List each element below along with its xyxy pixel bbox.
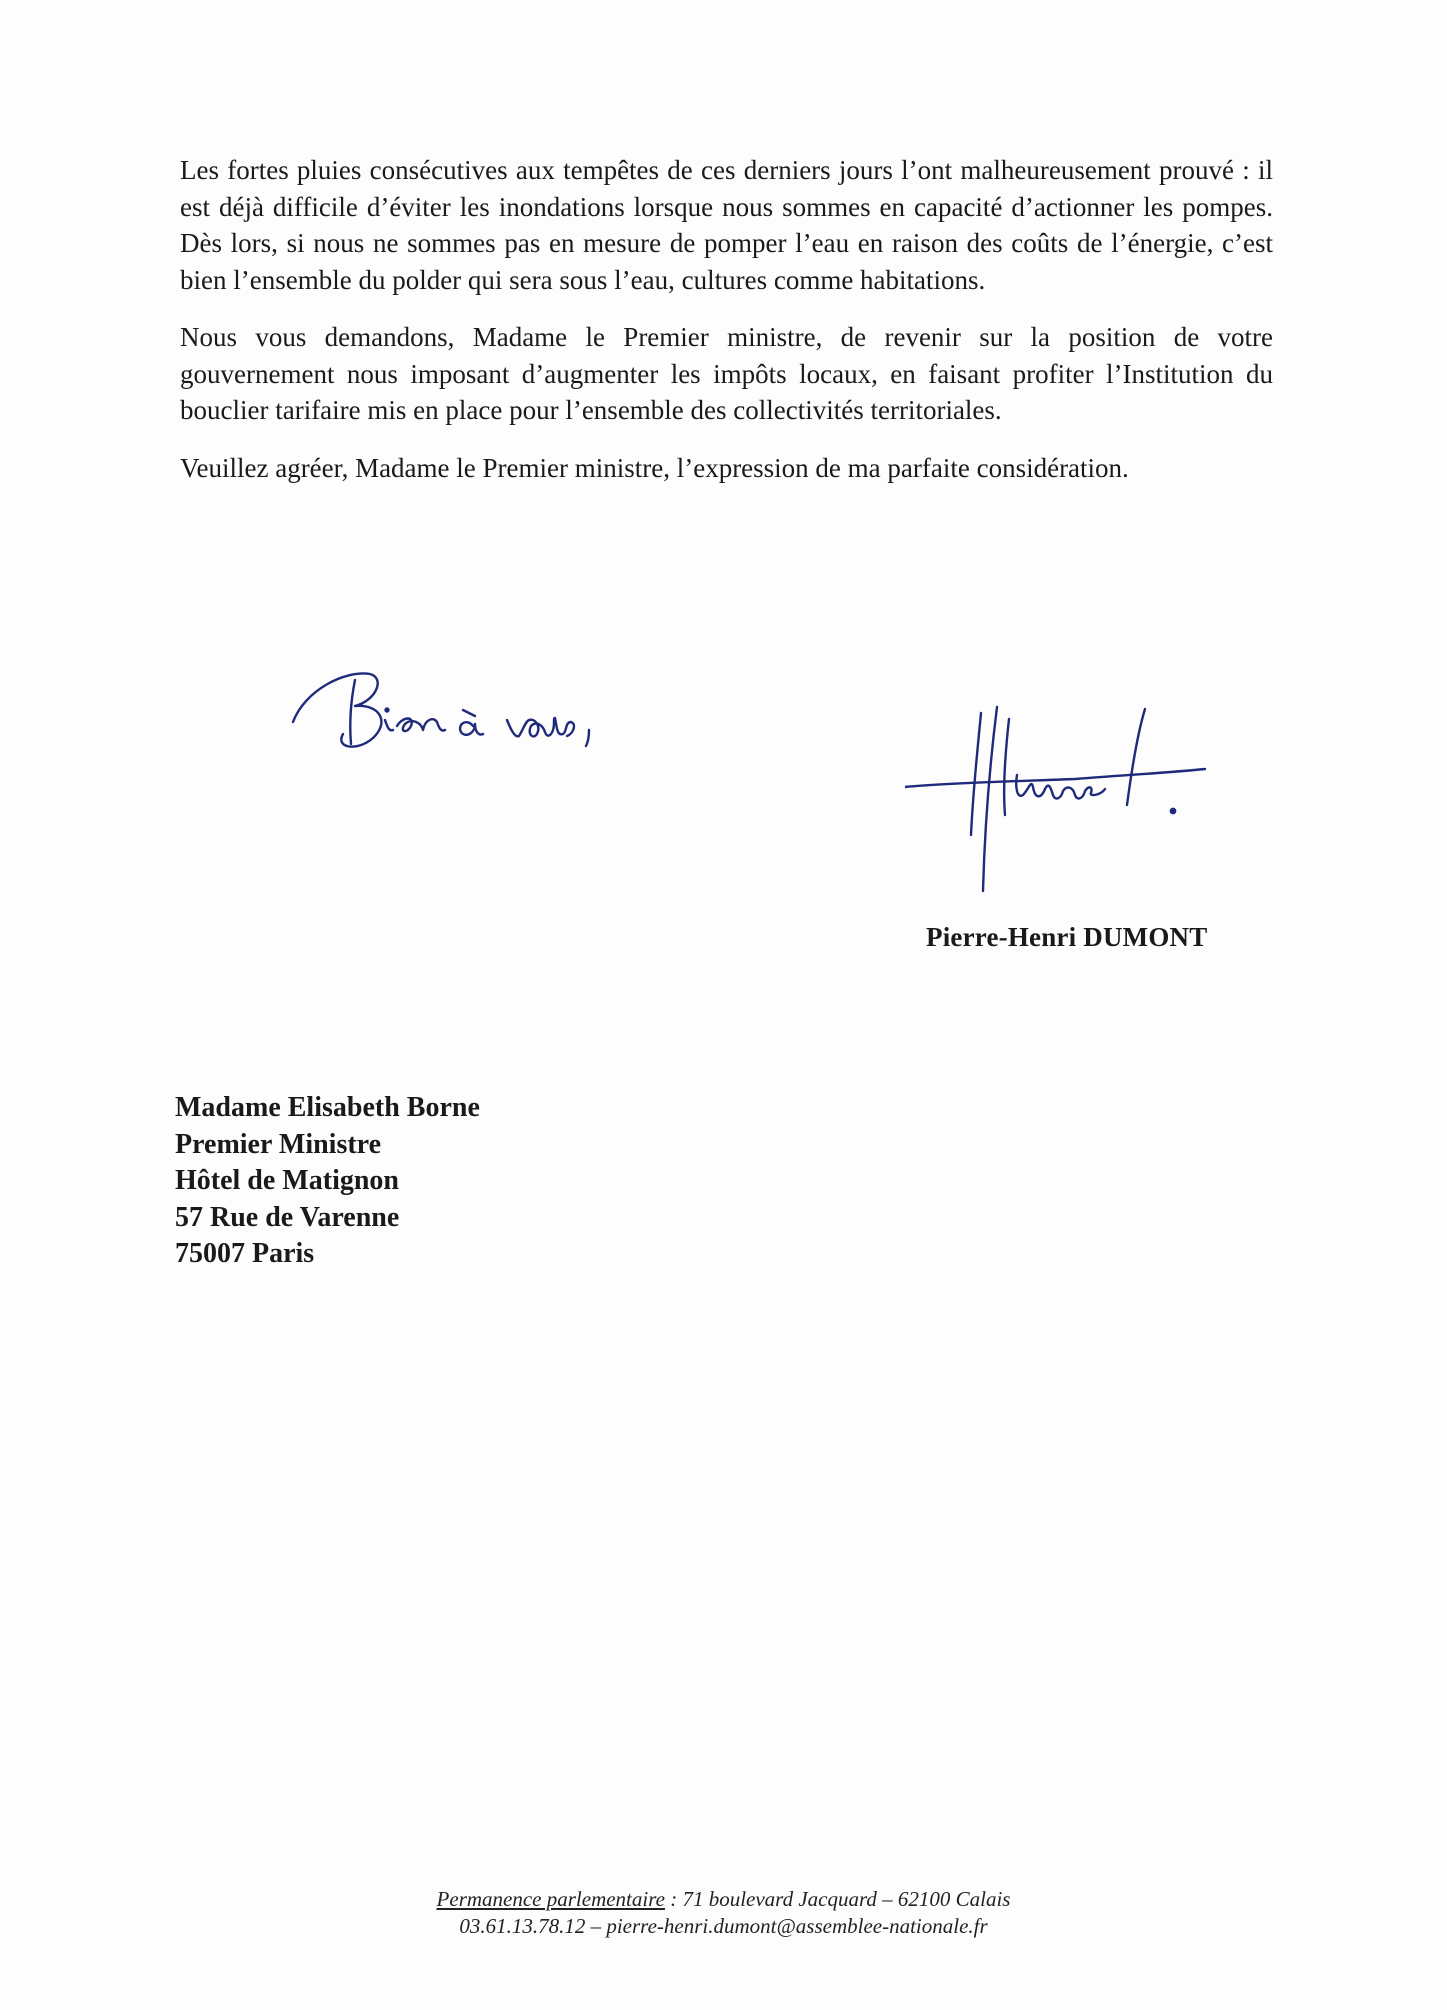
footer-address-line xyxy=(0,1886,1447,1913)
letter-body xyxy=(180,152,1273,507)
paragraph-3: Veuillez agréer, Madame le Premier ministre, l’expression de ma parfaite considération. xyxy=(180,452,1129,483)
handwritten-closing xyxy=(285,660,605,770)
footer xyxy=(0,1886,1447,1940)
recipient-street: 57 Rue de Varenne xyxy=(175,1201,400,1233)
paragraph-2: Nous vous demandons, Madame le Premier ministre, de revenir sur la position de votre gouvernement nous imposant d’augmenter les impôts locaux, en faisant profiter l’Institution du bouclier tarifaire mis en place pour l’ensemble des collectivités territoriales. xyxy=(180,322,1273,425)
recipient-title: Premier Ministre xyxy=(175,1128,382,1160)
recipient-address xyxy=(175,1090,480,1273)
recipient-building: Hôtel de Matignon xyxy=(175,1165,399,1196)
recipient-name: Madame Elisabeth Borne xyxy=(175,1092,480,1123)
recipient-city: 75007 Paris xyxy=(175,1238,315,1269)
paragraph-1: Les fortes pluies consécutives aux tempêtes de ces derniers jours l’ont malheureusement prouvé : il est déjà difficile d’éviter les inondations lorsque nous sommes en capacité d’actionner les pompes. Dès lors, si nous ne sommes pas en mesure de pomper l’eau en raison des coûts de l’énergie, c’est bien l’ensemble du polder qui sera sous l’eau, cultures comme habitations. xyxy=(180,155,1273,295)
footer-address: : 71 boulevard Jacquard – 62100 Calais xyxy=(664,1887,1011,1911)
signer-name: Pierre-Henri DUMONT xyxy=(926,922,1208,952)
signature xyxy=(905,695,1215,895)
footer-contact: 03.61.13.78.12 – pierre-henri.dumont@assemblee-nationale.fr xyxy=(459,1914,988,1938)
footer-label: Permanence parlementaire xyxy=(436,1887,665,1911)
